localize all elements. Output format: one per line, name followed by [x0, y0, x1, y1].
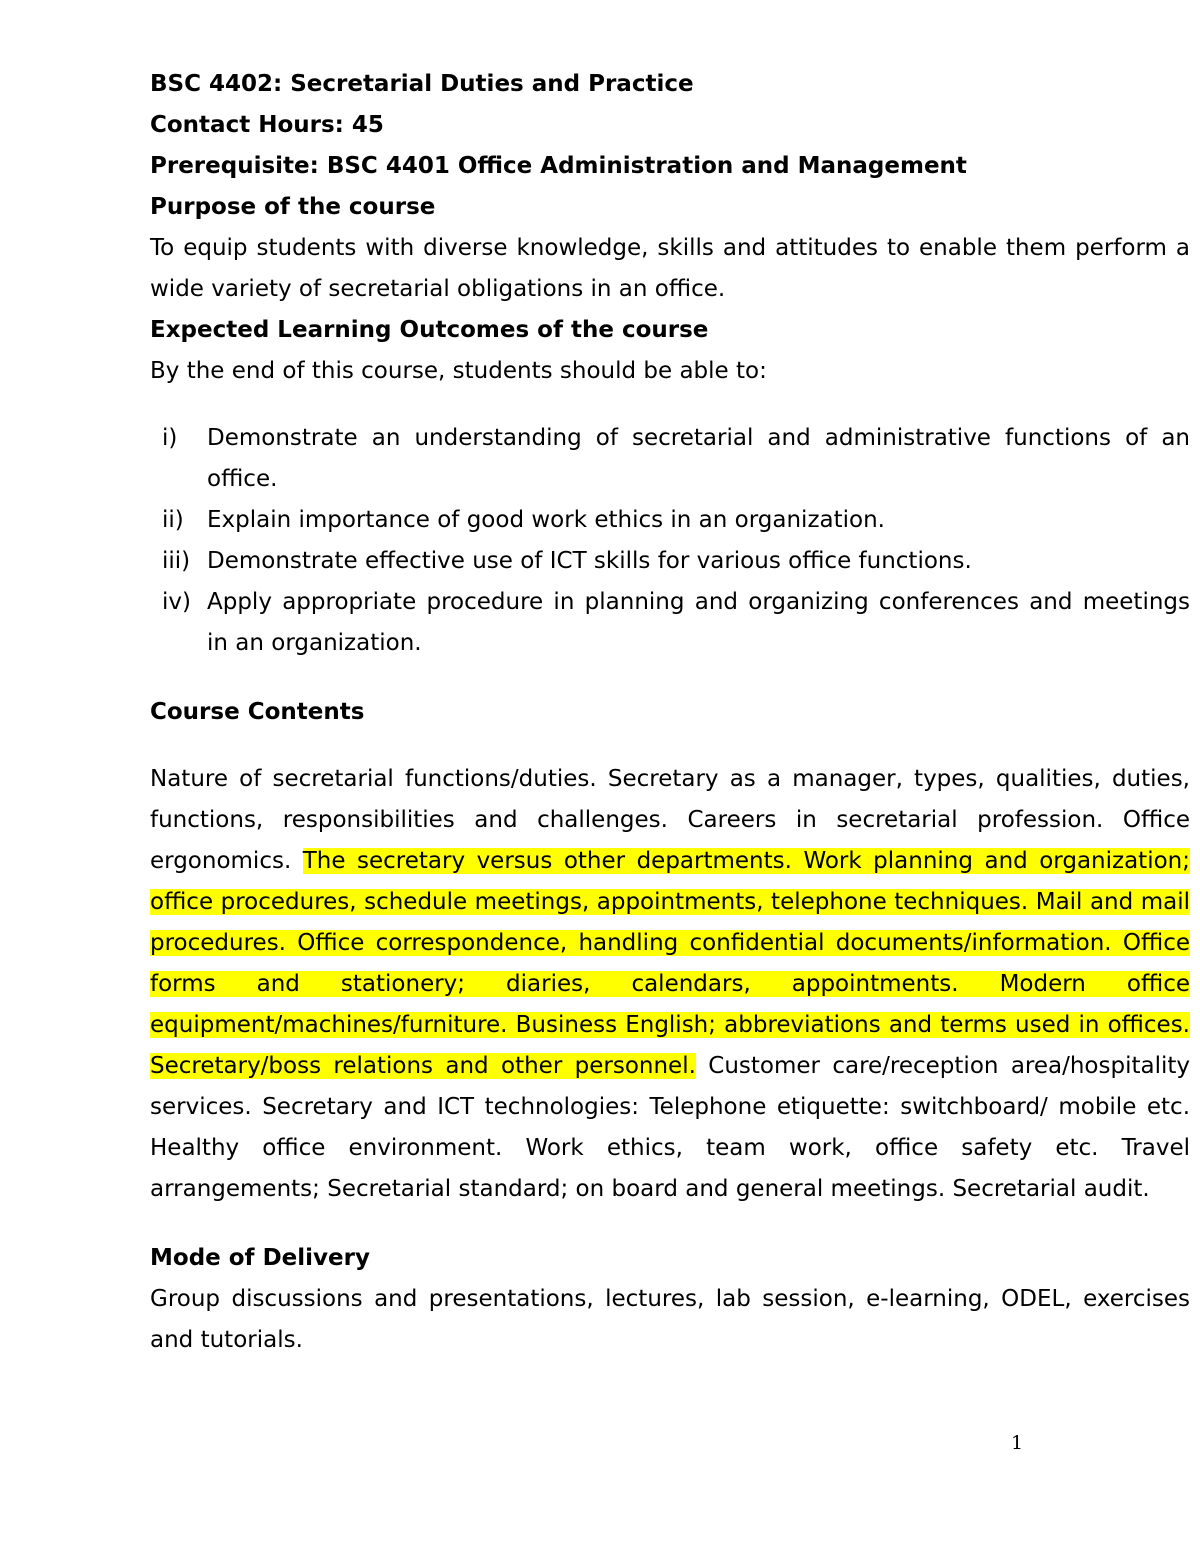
delivery-text: Group discussions and presentations, lectures, lab session, e-learning, ODEL, exercises and tutorials.	[150, 1286, 1190, 1353]
list-item-number: iii)	[162, 548, 191, 574]
contents-text-plain-end: Customer care/reception area/hospitality services. Secretary and ICT technologies: Telephone etiquette: switchboard/ mobile etc. Healthy office environment. Work ethics, team work, office safety etc. Travel arrangements; Secretarial standard; on board and general meetings. Secretarial audit.	[150, 1053, 1190, 1202]
purpose-text: To equip students with diverse knowledge, skills and attitudes to enable them perform a wide variety of secretarial obligations in an office.	[150, 235, 1190, 302]
delivery-heading: Mode of Delivery	[150, 1245, 370, 1271]
document-page	[150, 64, 1190, 1361]
course-title: BSC 4402: Secretarial Duties and Practice	[150, 71, 694, 97]
outcomes-heading: Expected Learning Outcomes of the course	[150, 317, 709, 343]
list-item	[150, 418, 1190, 500]
outcomes-intro: By the end of this course, students should be able to:	[150, 358, 767, 384]
list-item-number: ii)	[162, 507, 184, 533]
page-number: 1	[1011, 1432, 1024, 1454]
list-item-number: i)	[162, 425, 178, 451]
list-item-text: Demonstrate an understanding of secretarial and administrative functions of an office.	[207, 425, 1190, 492]
list-item	[150, 541, 1190, 582]
contents-text-highlighted: The secretary versus other departments. Work planning and organization; office procedures, schedule meetings, appointments, telephone techniques. Mail and mail procedures. Office correspondence, handling confidential documents/information. Office forms and stationery; diaries, calendars, appointments. Modern office equipment/machines/furniture. Business English; abbreviations and terms used in offices. Secretary/boss relations and other personnel.	[150, 848, 1190, 1079]
list-item	[150, 500, 1190, 541]
contact-hours: Contact Hours: 45	[150, 112, 384, 138]
purpose-heading: Purpose of the course	[150, 194, 436, 220]
list-item	[150, 582, 1190, 664]
contents-text-plain: Nature of secretarial functions/duties. Secretary as a manager, types, qualities, duties, functions, responsibilities and challenges. Careers in secretarial profession. Office ergonomics.	[150, 766, 1190, 874]
outcomes-list	[150, 418, 1190, 664]
list-item-text: Demonstrate effective use of ICT skills for various office functions.	[207, 548, 972, 574]
list-item-number: iv)	[162, 589, 191, 615]
list-item-text: Apply appropriate procedure in planning and organizing conferences and meetings in an organization.	[207, 589, 1190, 656]
prerequisite: Prerequisite: BSC 4401 Office Administration and Management	[150, 153, 967, 179]
contents-text	[150, 759, 1190, 1210]
contents-heading: Course Contents	[150, 699, 365, 725]
list-item-text: Explain importance of good work ethics in an organization.	[207, 507, 885, 533]
